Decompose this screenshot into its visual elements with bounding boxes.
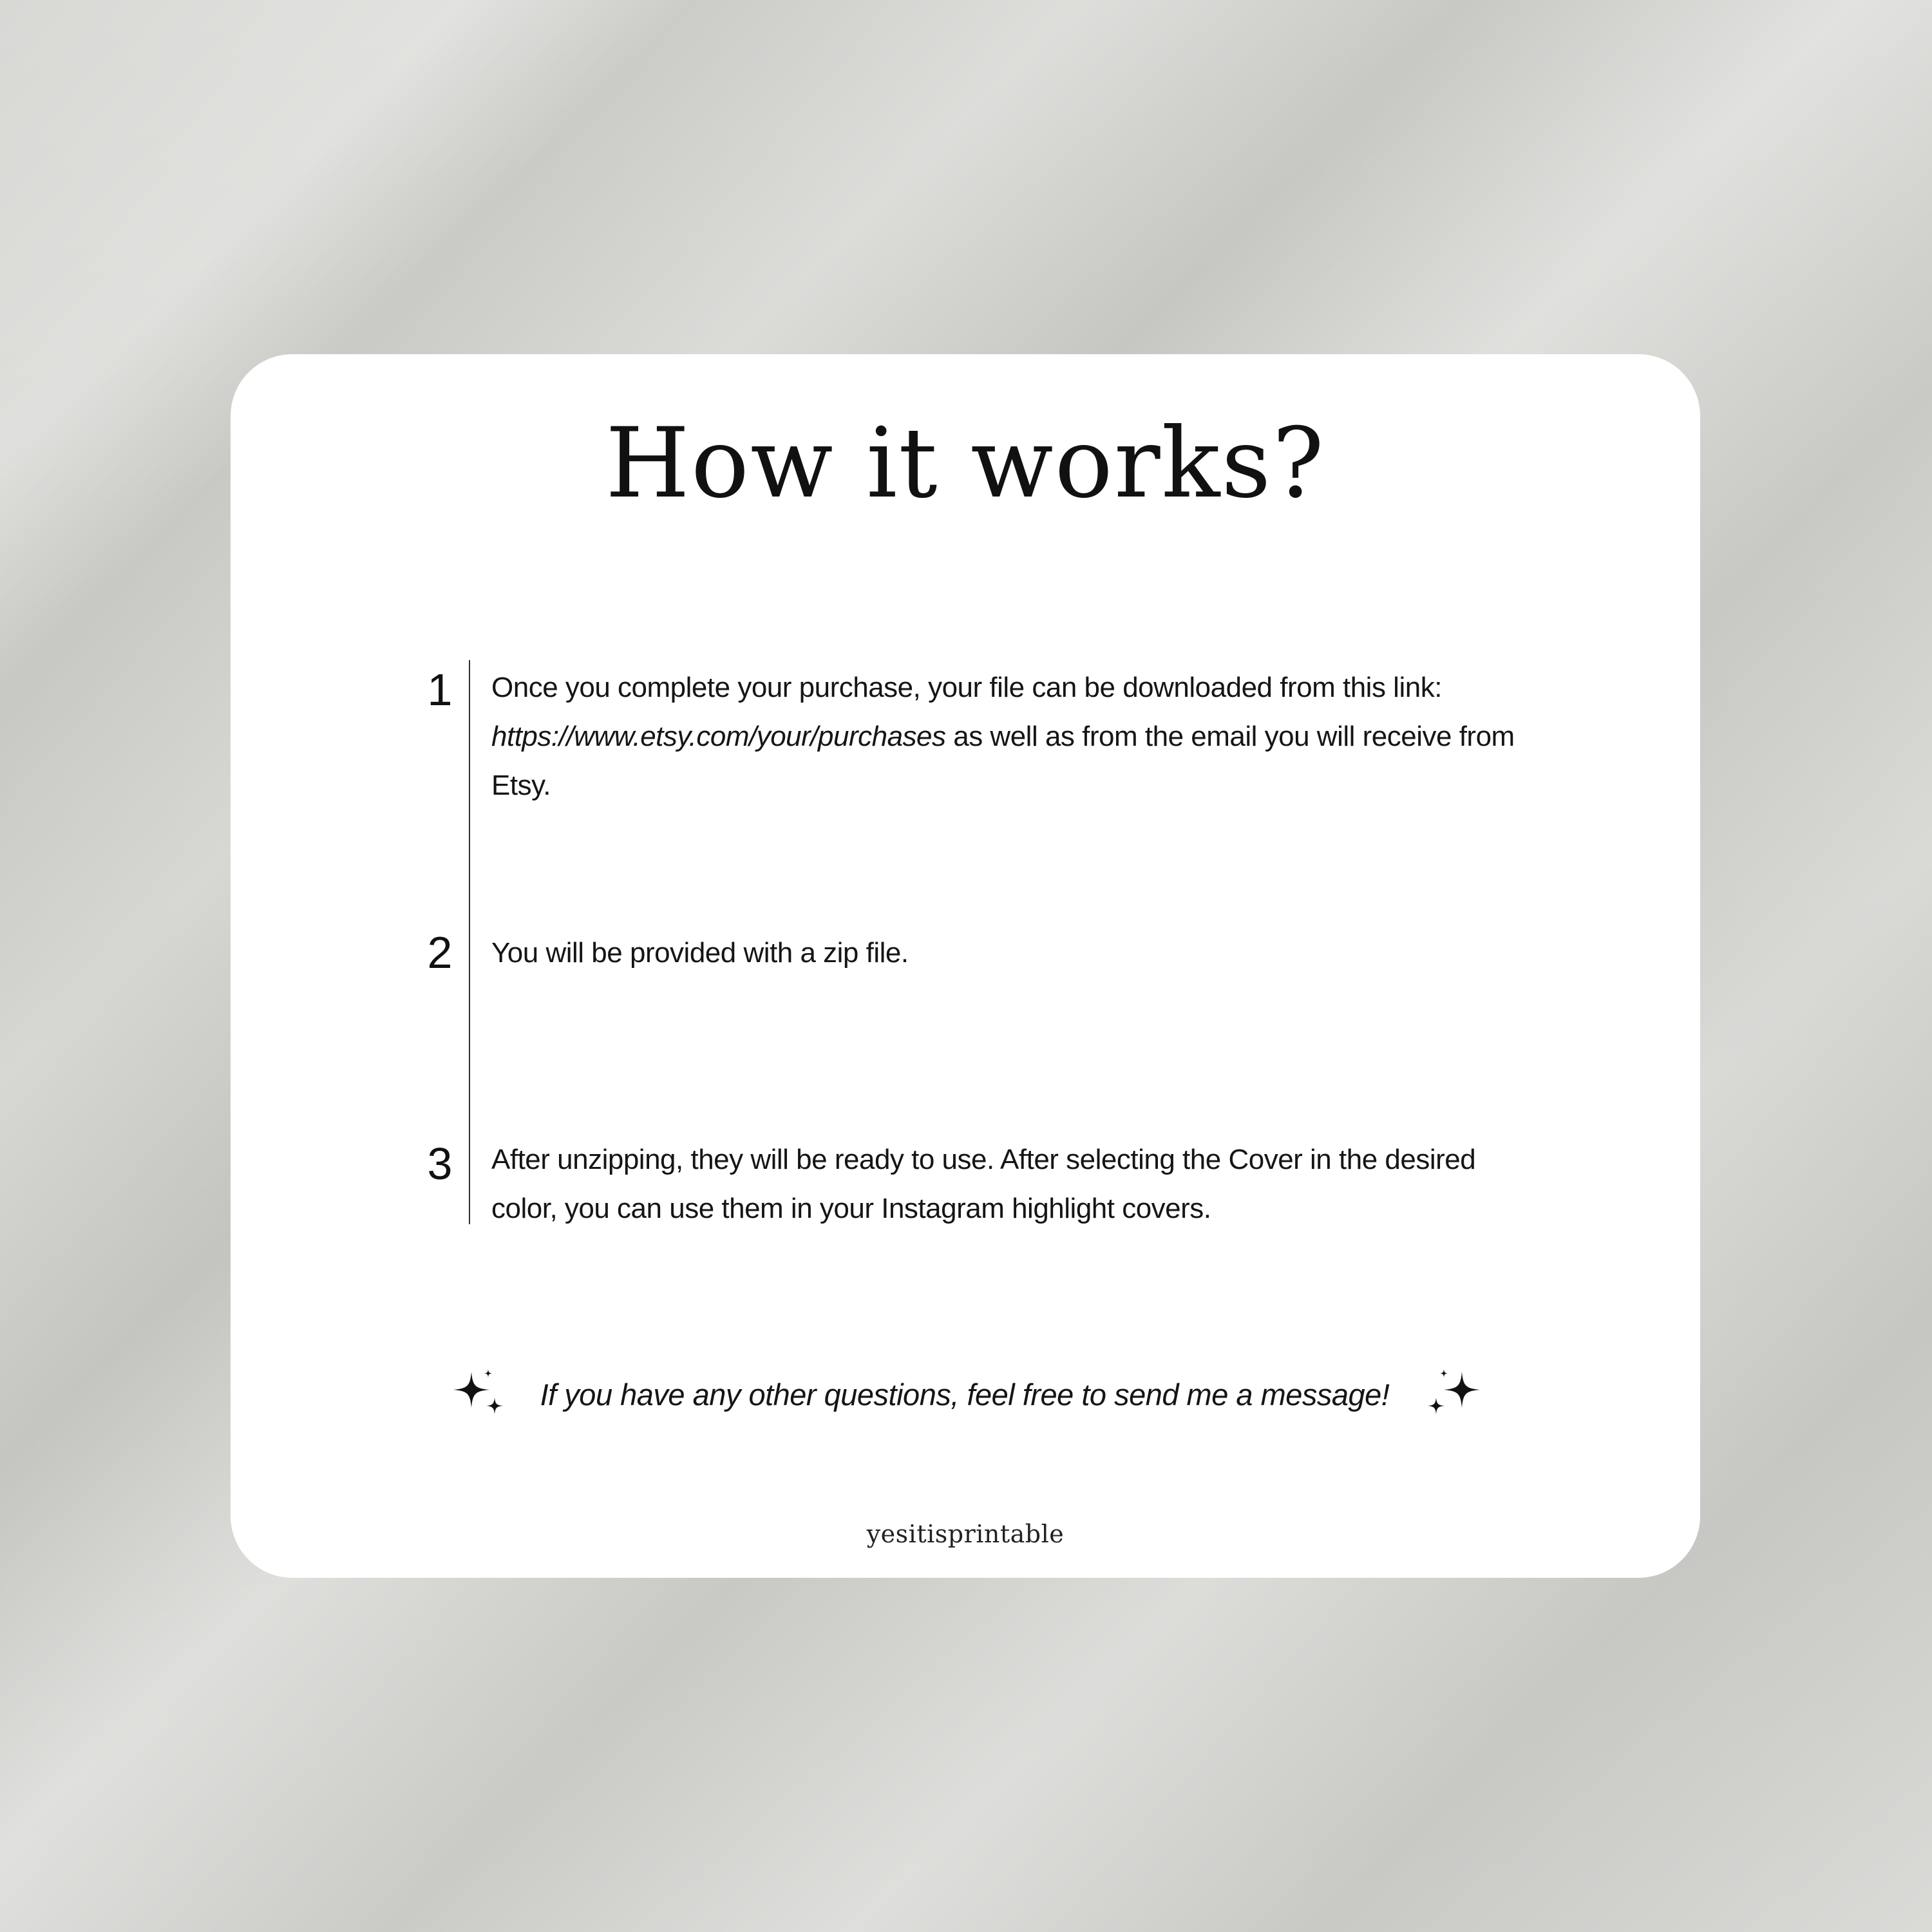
step-1-number: 1: [427, 665, 453, 715]
step-3-text: After unzipping, they will be ready to use. After selecting the Cover in the desired color, you can use them in your Instagram highlight covers.: [491, 1144, 1476, 1224]
info-card: [231, 354, 1700, 1578]
step-2-text: You will be provided with a zip file.: [491, 937, 909, 969]
timeline-divider: [469, 660, 470, 1224]
step-1-text-start: Once you complete your purchase, your file can be downloaded from this link:: [491, 672, 1442, 703]
brand-name: yesitisprintable: [866, 1520, 1065, 1548]
page-title: How it works?: [605, 408, 1325, 520]
contact-message: [231, 1364, 1700, 1422]
step-2-number: 2: [427, 927, 453, 978]
sparkle-icon: [448, 1364, 513, 1422]
contact-message-text: If you have any other questions, feel free to send me a message!: [540, 1378, 1390, 1412]
step-3-number: 3: [427, 1139, 453, 1189]
step-1-text-end: as well as from the email you will receive from Etsy.: [491, 721, 1515, 801]
step-1-text: [491, 663, 1548, 810]
purchases-link[interactable]: https://www.etsy.com/your/purchases: [491, 721, 946, 752]
sparkle-icon: [1422, 1364, 1486, 1422]
